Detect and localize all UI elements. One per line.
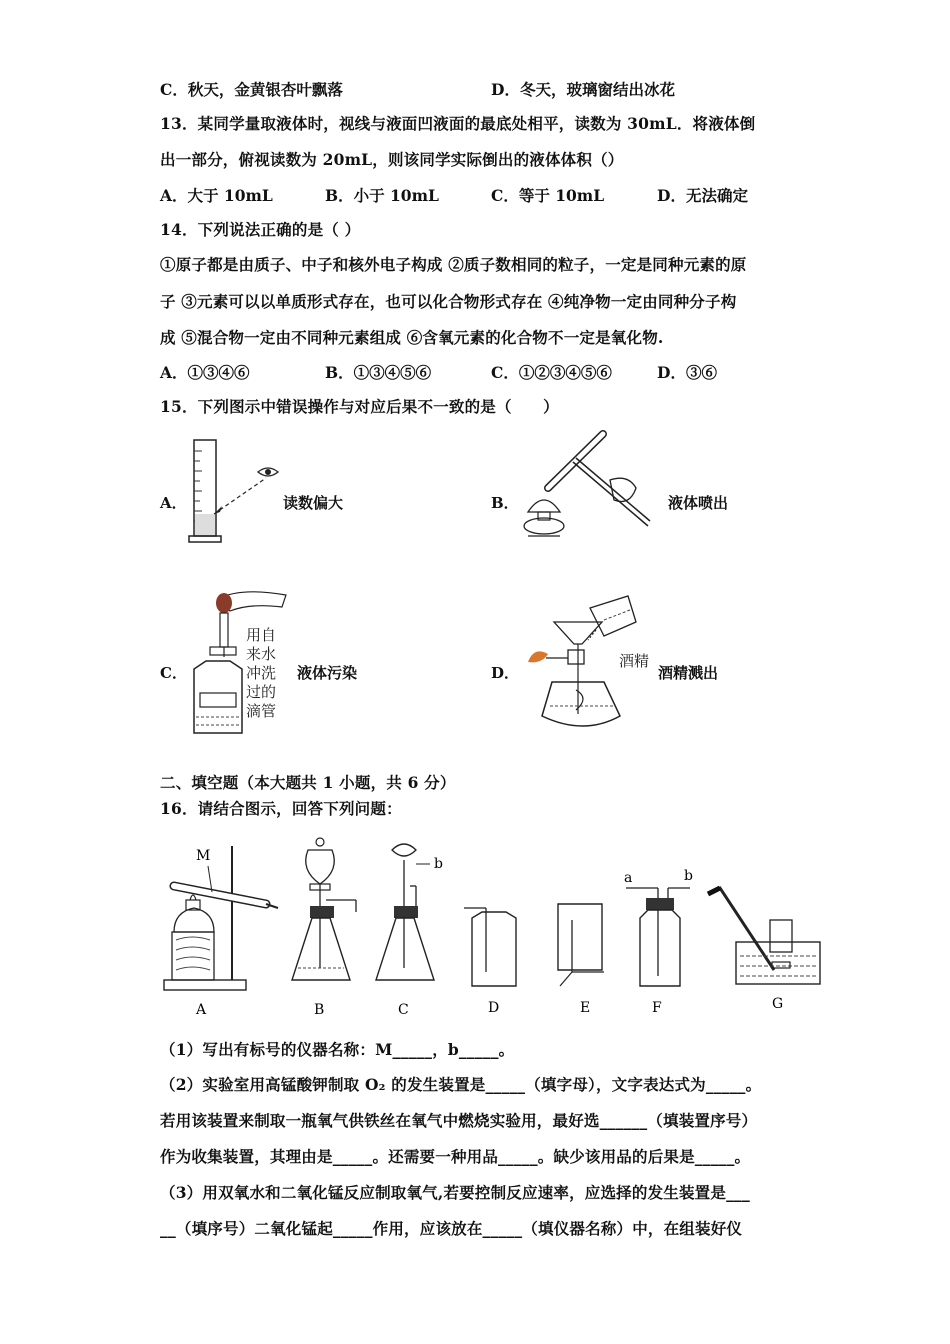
q13-option-c: C．等于 10mL	[491, 186, 605, 205]
label-b: B	[314, 1002, 325, 1018]
apparatus-e	[558, 904, 604, 986]
dropper-note-line: 滴管	[246, 702, 277, 720]
q16-part3-line1: （3）用双氧水和二氧化锰反应制取氧气,若要控制反应速率，应选择的发生装置是___	[160, 1183, 750, 1202]
q16-part1: （1）写出有标号的仪器名称：M_____，b_____。	[160, 1040, 515, 1059]
q14-stem: 14．下列说法正确的是（ ）	[160, 220, 361, 239]
q16-part2-line3: 作为收集装置，其理由是_____。还需要一种用品_____。缺少该用品的后果是_____。	[160, 1147, 751, 1166]
q15-stem: 15．下列图示中错误操作与对应后果不一致的是（ ）	[160, 397, 559, 416]
q16-part3-line2: __（填序号）二氧化锰起_____作用，应该放在_____（填仪器名称）中，在组装好仪	[160, 1219, 743, 1238]
q15-b-result: 液体喷出	[668, 494, 729, 512]
apparatus-c	[376, 844, 434, 980]
q16-stem: 16．请结合图示，回答下列问题：	[160, 799, 402, 818]
q16-part2-line1: （2）实验室用高锰酸钾制取 O₂ 的发生装置是_____（填字母），文字表达式为_____。	[160, 1075, 762, 1094]
q13-option-b: B．小于 10mL	[325, 186, 439, 205]
q14-statement-line2: 子 ③元素可以以单质形式存在，也可以化合物形式存在 ④纯净物一定由同种分子构	[160, 292, 737, 311]
q15-b-letter: B．	[491, 494, 519, 512]
dropper-note-line: 过的	[246, 683, 277, 701]
apparatus-d	[464, 908, 516, 986]
label-g: G	[772, 996, 784, 1012]
dropper-note	[246, 626, 276, 721]
apparatus-a	[164, 846, 278, 990]
label-a: A	[196, 1002, 207, 1018]
q12-option-c: C．秋天，金黄银杏叶飘落	[160, 80, 343, 99]
q14-option-c: C．①②③④⑤⑥	[491, 363, 612, 382]
label-c: C	[398, 1002, 409, 1018]
q12-option-d: D．冬天，玻璃窗结出冰花	[491, 80, 675, 99]
section-title: 二、填空题（本大题共 1 小题，共 6 分）	[160, 773, 456, 792]
apparatus-f	[626, 888, 690, 986]
label-b-f: b	[684, 868, 693, 884]
apparatus-g	[708, 888, 820, 984]
label-a-f: a	[624, 870, 633, 886]
q15-c-result: 液体污染	[297, 664, 358, 682]
q13-stem-line1: 13．某同学量取液体时，视线与液面凹液面的最底处相平，读数为 30mL．将液体倒	[160, 114, 756, 133]
q14-option-d: D．③⑥	[657, 363, 717, 382]
q14-option-b: B．①③④⑤⑥	[325, 363, 432, 382]
apparatus-b	[292, 838, 356, 980]
q15-d-result: 酒精溅出	[658, 664, 719, 682]
q13-option-a: A．大于 10mL	[160, 186, 273, 205]
q15-c-letter: C．	[160, 664, 187, 682]
label-d: D	[488, 1000, 500, 1016]
q15-a-letter: A．	[160, 494, 187, 512]
alcohol-note: 酒精	[619, 652, 650, 670]
q14-statement-line3: 成 ⑤混合物一定由不同种元素组成 ⑥含氧元素的化合物不一定是氧化物.	[160, 328, 664, 347]
cylinder-reading-figure	[186, 436, 286, 548]
q16-part2-line2: 若用该装置来制取一瓶氧气供铁丝在氧气中燃烧实验用，最好选______（填装置序号）	[160, 1111, 758, 1130]
q15-a-result: 读数偏大	[283, 494, 344, 512]
dropper-note-line: 用自	[246, 626, 277, 644]
dropper-note-line: 冲洗	[246, 664, 277, 682]
test-tube-heating-figure	[518, 428, 658, 546]
q14-statement-line1: ①原子都是由质子、中子和核外电子构成 ②质子数相同的粒子，一定是同种元素的原	[160, 255, 747, 274]
label-m: M	[196, 848, 211, 864]
label-e: E	[580, 1000, 591, 1016]
dropper-note-line: 来水	[246, 645, 277, 663]
q13-stem-line2: 出一部分，俯视读数为 20mL，则该同学实际倒出的液体体积（）	[160, 150, 624, 169]
label-f: F	[652, 1000, 662, 1016]
apparatus-figure	[160, 836, 830, 1022]
q15-d-letter: D．	[491, 664, 520, 682]
q13-option-d: D．无法确定	[657, 186, 748, 205]
label-b-c: b	[434, 856, 443, 872]
q14-option-a: A．①③④⑥	[160, 363, 250, 382]
